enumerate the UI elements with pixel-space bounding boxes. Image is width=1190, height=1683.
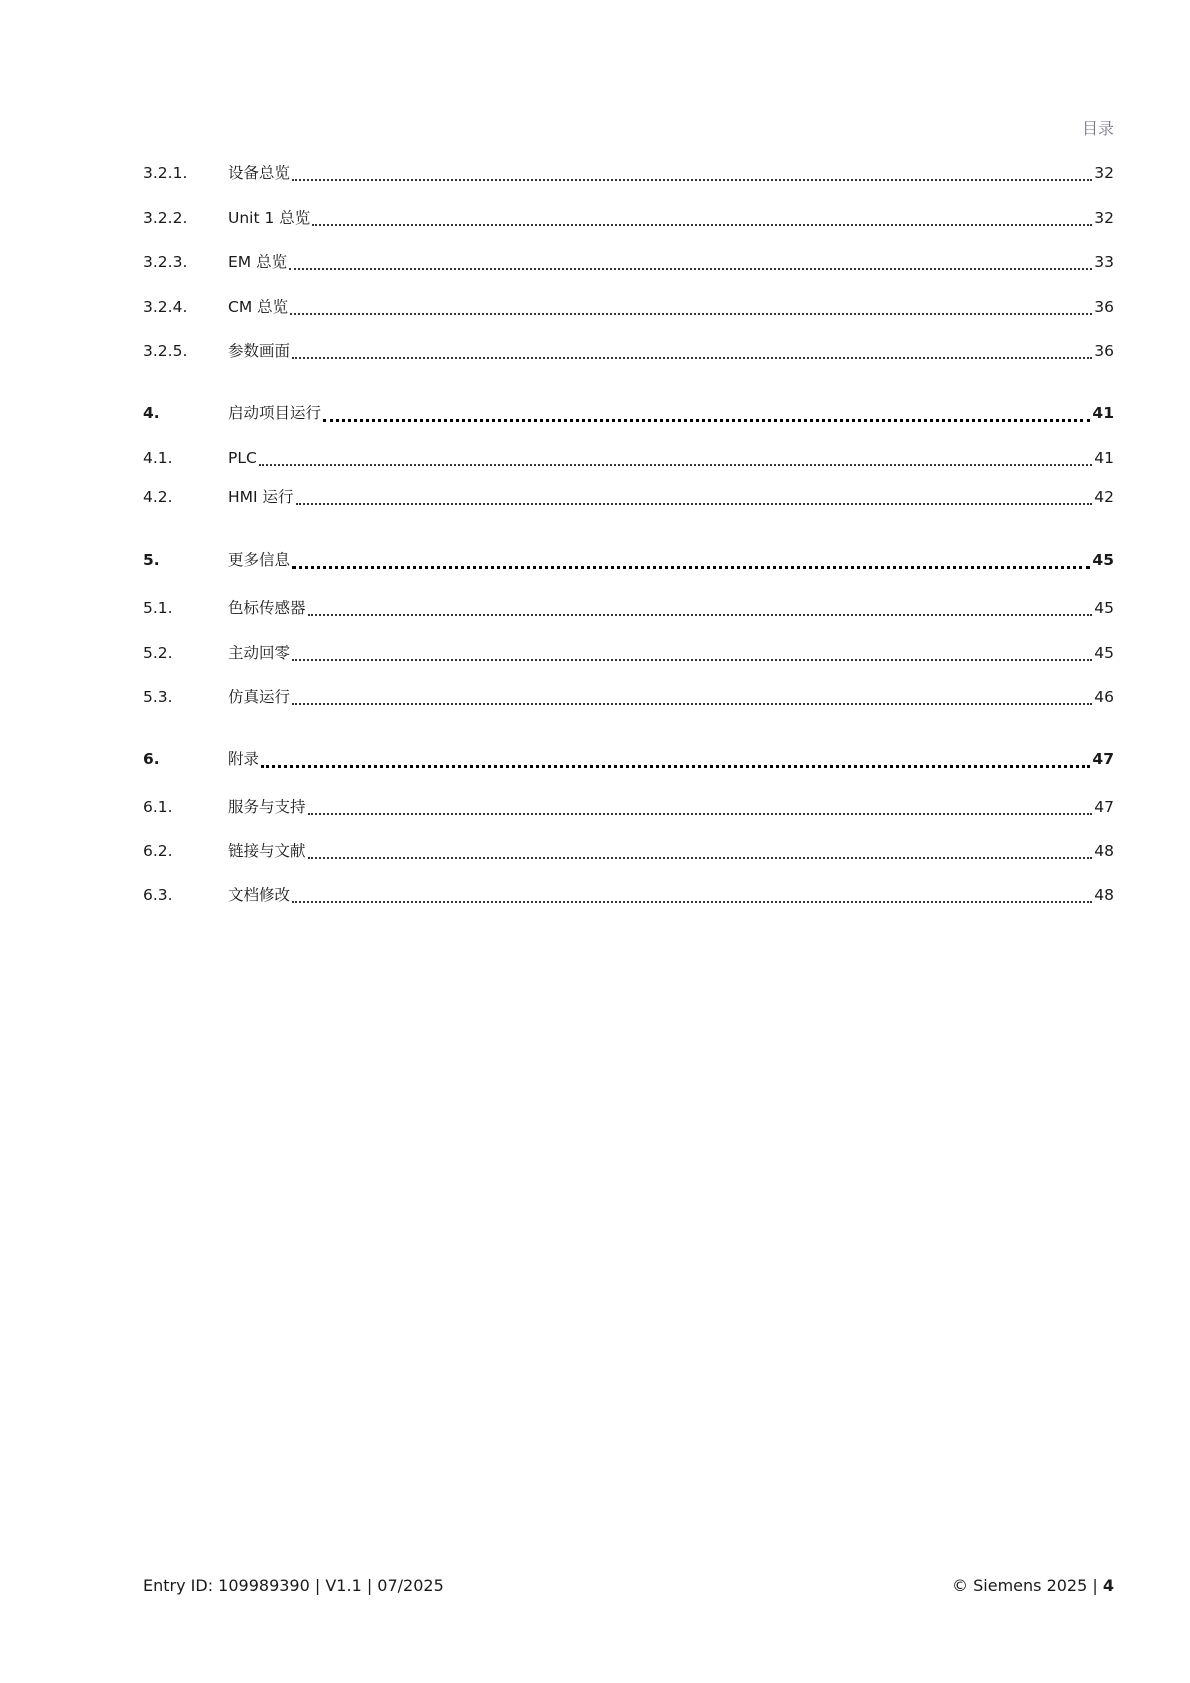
dot-leader bbox=[290, 313, 1092, 315]
toc-entry-page[interactable]: 42 bbox=[1094, 488, 1114, 506]
toc-entry-number: 4. bbox=[143, 404, 160, 422]
toc-entry-number: 5.2. bbox=[143, 644, 173, 662]
toc-entry-title[interactable]: 链接与文献 bbox=[228, 842, 306, 860]
toc-entry-page[interactable]: 32 bbox=[1094, 164, 1114, 182]
toc-entry-page[interactable]: 36 bbox=[1094, 342, 1114, 360]
toc-entry[interactable] bbox=[143, 883, 1114, 907]
dot-leader bbox=[292, 901, 1092, 903]
toc-entry-page[interactable]: 41 bbox=[1092, 404, 1114, 422]
toc-entry-number: 3.2.4. bbox=[143, 298, 188, 316]
toc-entry-title[interactable]: 附录 bbox=[228, 750, 260, 768]
toc-entry-page[interactable]: 33 bbox=[1094, 253, 1114, 271]
page-number: 4 bbox=[1102, 1576, 1114, 1595]
toc-entry-number: 6.3. bbox=[143, 886, 173, 904]
dot-leader bbox=[292, 179, 1092, 181]
toc-entry-number: 3.2.1. bbox=[143, 164, 188, 182]
toc-entry-page[interactable]: 46 bbox=[1094, 688, 1114, 706]
toc-entry[interactable] bbox=[143, 250, 1114, 274]
toc-entry[interactable] bbox=[143, 446, 1114, 470]
toc-entry-number: 6.2. bbox=[143, 842, 173, 860]
dot-leader bbox=[289, 268, 1092, 270]
toc-entry-number: 4.2. bbox=[143, 488, 173, 506]
toc-entry-number: 5. bbox=[143, 551, 160, 569]
toc-entry[interactable] bbox=[143, 295, 1114, 319]
dot-leader bbox=[292, 703, 1092, 705]
toc-entry-title[interactable]: 启动项目运行 bbox=[228, 404, 322, 422]
toc-entry-title[interactable]: 文档修改 bbox=[228, 886, 291, 904]
toc-entry-page[interactable]: 47 bbox=[1092, 750, 1114, 768]
toc-entry-title[interactable]: 主动回零 bbox=[228, 644, 291, 662]
toc-entry-number: 3.2.5. bbox=[143, 342, 188, 360]
toc-entry-title[interactable]: Unit 1 总览 bbox=[228, 209, 311, 227]
toc-entry-number: 6. bbox=[143, 750, 160, 768]
toc-entry-title[interactable]: CM 总览 bbox=[228, 298, 289, 316]
toc-entry-title[interactable]: 仿真运行 bbox=[228, 688, 291, 706]
toc-entry-title[interactable]: 参数画面 bbox=[228, 342, 291, 360]
toc-entry-number: 5.3. bbox=[143, 688, 173, 706]
toc-entry[interactable] bbox=[143, 596, 1114, 620]
toc-entry-number: 3.2.2. bbox=[143, 209, 188, 227]
toc-entry[interactable] bbox=[143, 685, 1114, 709]
toc-entry[interactable] bbox=[143, 206, 1114, 230]
dot-leader bbox=[308, 857, 1093, 859]
toc-entry-title[interactable]: 更多信息 bbox=[228, 551, 291, 569]
toc-entry[interactable] bbox=[143, 401, 1114, 425]
toc-entry-number: 3.2.3. bbox=[143, 253, 188, 271]
toc-entry-page[interactable]: 45 bbox=[1094, 644, 1114, 662]
toc-entry[interactable] bbox=[143, 339, 1114, 363]
toc-entry-page[interactable]: 48 bbox=[1094, 886, 1114, 904]
section-header: 目录 bbox=[1081, 119, 1114, 138]
toc-entry-page[interactable]: 41 bbox=[1094, 449, 1114, 467]
toc-entry-number: 6.1. bbox=[143, 798, 173, 816]
toc-entry-page[interactable]: 36 bbox=[1094, 298, 1114, 316]
toc-entry[interactable] bbox=[143, 548, 1114, 572]
toc-entry-page[interactable]: 48 bbox=[1094, 842, 1114, 860]
toc-entry-title[interactable]: 设备总览 bbox=[228, 164, 291, 182]
toc-entry[interactable] bbox=[143, 641, 1114, 665]
toc-entry-page[interactable]: 45 bbox=[1094, 599, 1114, 617]
dot-leader bbox=[323, 419, 1090, 422]
dot-leader bbox=[261, 765, 1090, 768]
footer-copyright bbox=[952, 1576, 1114, 1595]
toc-entry-title[interactable]: EM 总览 bbox=[228, 253, 288, 271]
footer-entry-info: Entry ID: 109989390 | V1.1 | 07/2025 bbox=[143, 1576, 444, 1595]
dot-leader bbox=[292, 566, 1090, 569]
dot-leader bbox=[312, 224, 1092, 226]
toc-entry-title[interactable]: 服务与支持 bbox=[228, 798, 306, 816]
toc-entry-page[interactable]: 45 bbox=[1092, 551, 1114, 569]
toc-entry-page[interactable]: 47 bbox=[1094, 798, 1114, 816]
dot-leader bbox=[292, 659, 1092, 661]
dot-leader bbox=[296, 503, 1093, 505]
toc-entry[interactable] bbox=[143, 795, 1114, 819]
dot-leader bbox=[308, 813, 1093, 815]
dot-leader bbox=[292, 357, 1092, 359]
toc-entry-number: 5.1. bbox=[143, 599, 173, 617]
toc-entry[interactable] bbox=[143, 485, 1114, 509]
toc-entry[interactable] bbox=[143, 839, 1114, 863]
toc-entry-page[interactable]: 32 bbox=[1094, 209, 1114, 227]
toc-entry[interactable] bbox=[143, 747, 1114, 771]
toc-entry-number: 4.1. bbox=[143, 449, 173, 467]
toc-entry-title[interactable]: 色标传感器 bbox=[228, 599, 306, 617]
copyright-text: © Siemens 2025 | bbox=[952, 1576, 1103, 1595]
toc-entry-title[interactable]: PLC bbox=[228, 449, 257, 467]
dot-leader bbox=[259, 464, 1092, 466]
toc-entry[interactable] bbox=[143, 161, 1114, 185]
toc-entry-title[interactable]: HMI 运行 bbox=[228, 488, 294, 506]
dot-leader bbox=[308, 614, 1093, 616]
